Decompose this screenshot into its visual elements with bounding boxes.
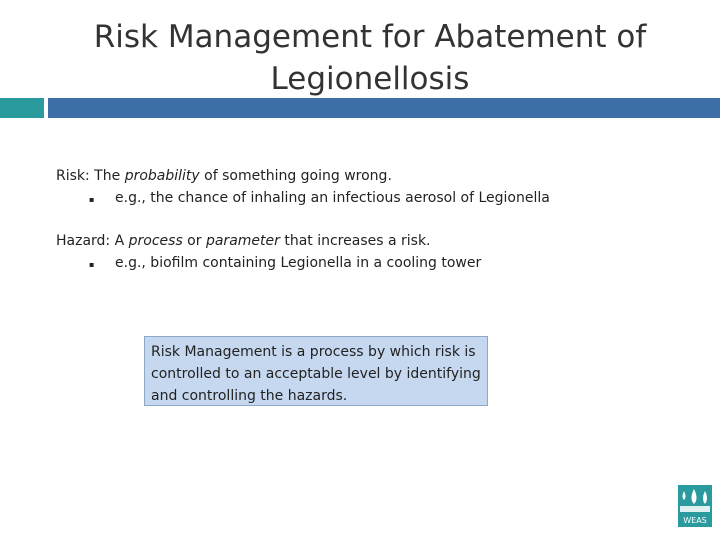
accent-bar-blue xyxy=(48,98,720,118)
accent-bar-teal xyxy=(0,98,44,118)
hazard-lead: Hazard: A xyxy=(56,233,129,249)
risk-term: probability xyxy=(124,168,200,184)
bullet-icon: ▪ xyxy=(89,195,95,204)
risk-lead: Risk: The xyxy=(56,168,125,184)
hazard-term-parameter: parameter xyxy=(205,233,280,249)
hazard-term-process: process xyxy=(128,233,183,249)
hazard-tail: that increases a risk. xyxy=(279,233,431,249)
risk-tail: of something going wrong. xyxy=(199,168,392,184)
hazard-mid: or xyxy=(182,233,206,249)
water-drop-icon xyxy=(678,485,712,527)
slide-title: Risk Management for Abatement of Legionellosis xyxy=(93,19,647,97)
organization-logo xyxy=(678,485,712,527)
hazard-example: e.g., biofilm containing Legionella in a cooling tower xyxy=(115,255,482,271)
risk-definition xyxy=(56,168,392,184)
bullet-icon: ▪ xyxy=(89,260,95,269)
risk-example: e.g., the chance of inhaling an infectious aerosol of Legionella xyxy=(115,190,550,206)
hazard-definition xyxy=(56,233,431,249)
logo-text: WEAS xyxy=(683,516,707,525)
definition-callout: Risk Management is a process by which risk is controlled to an acceptable level by identifying and controlling the hazards. xyxy=(144,336,488,406)
